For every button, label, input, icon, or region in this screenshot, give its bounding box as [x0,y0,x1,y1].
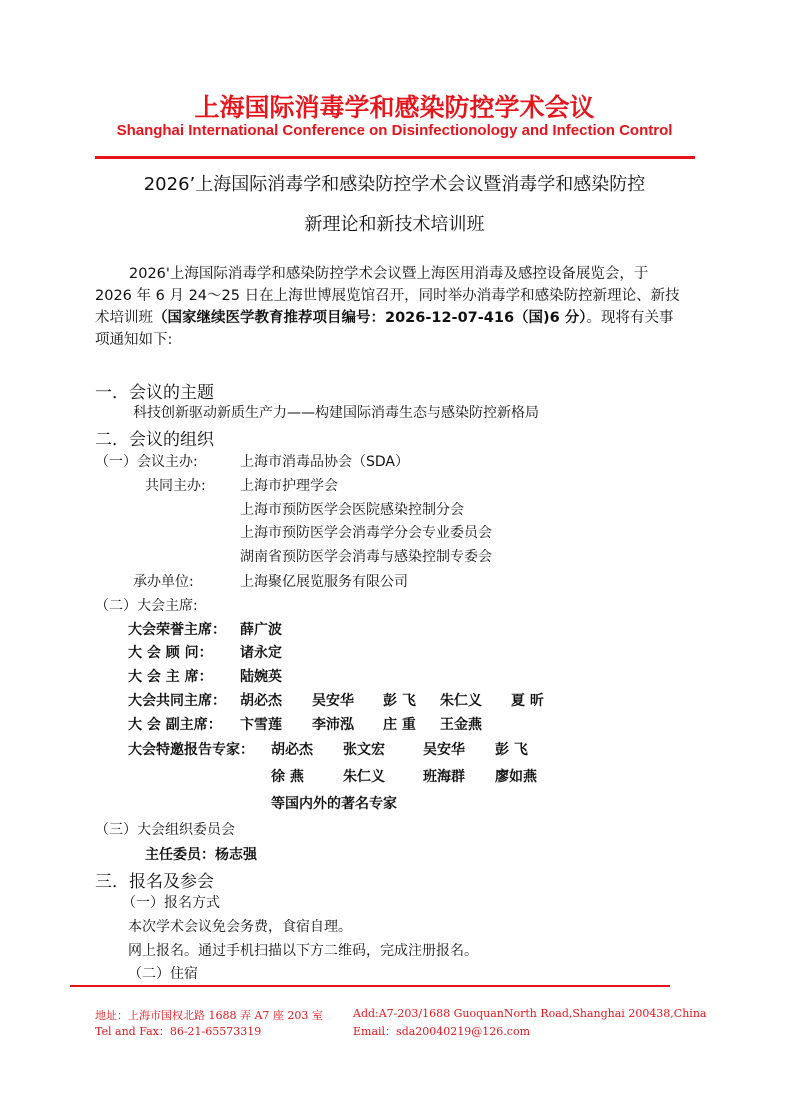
honorary-chair: 薛广波 [240,622,282,638]
section-organization-heading: 二．会议的组织 [95,430,214,450]
footer-address-en: Add:A7-203/1688 GuoquanNorth Road,Shanghai 200438,China [353,1007,707,1020]
document-title-line2: 新理论和新技术培训班 [304,214,485,235]
committee-director: 主任委员：杨志强 [145,847,257,863]
keynote-speaker: 吴安华 [423,742,465,758]
footer-email: Email：sda20040219@126.com [353,1025,530,1038]
footer-divider [70,985,670,987]
co-host-item: 上海市预防医学会消毒学分会专业委员会 [240,525,492,541]
organizer-label: 承办单位: [133,574,194,590]
chair-label: 大 会 主 席： [128,669,213,685]
footer-address-cn: 地址：上海市国权北路 1688 弄 A7 座 203 室 [95,1009,323,1022]
keynote-speaker: 朱仁义 [343,769,385,785]
document-title-line1: 2026’上海国际消毒学和感染防控学术会议暨消毒学和感染防控 [143,174,646,195]
chair: 陆婉英 [240,669,282,685]
section-registration-heading: 三．报名及参会 [95,872,214,892]
registration-method-heading: （一）报名方式 [122,895,220,911]
co-chair: 吴安华 [312,693,354,709]
intro-text: 术培训班 [95,310,153,326]
registration-text: 网上报名。通过手机扫描以下方二维码，完成注册报名。 [128,943,478,959]
co-host-item: 湖南省预防医学会消毒与感染控制专委会 [240,549,492,565]
header-title-en: Shanghai International Conference on Disinfectionology and Infection Control [116,122,673,139]
intro-text: 。现将有关事 [586,310,674,326]
intro-line [95,307,695,329]
keynote-speaker: 徐 燕 [271,769,304,785]
co-chair-label: 大会共同主席： [128,693,226,709]
honorary-chair-label: 大会荣誉主席： [128,622,226,638]
intro-line: 2026 年 6 月 24～25 日在上海世博展览馆召开，同时举办消毒学和感染防控新理论、新技 [95,288,680,304]
header-divider [95,156,695,159]
keynote-label: 大会特邀报告专家： [128,742,254,758]
vice-chair: 王金燕 [440,717,482,733]
committee-heading: （三）大会组织委员会 [95,822,235,838]
keynote-speaker: 胡必杰 [271,742,313,758]
lodging-heading: （二）住宿 [128,966,198,982]
vice-chair: 李沛泓 [312,717,354,733]
intro-line: 2026'上海国际消毒学和感染防控学术会议暨上海医用消毒及感控设备展览会，于 [129,266,649,282]
vice-chair-label: 大 会 副主席： [128,717,222,733]
co-chair: 夏 昕 [511,693,544,709]
co-host-item: 上海市预防医学会医院感染控制分会 [240,502,464,518]
host-label: （一）会议主办: [95,454,198,470]
keynote-speaker: 彭 飞 [495,742,528,758]
registration-text: 本次学术会议免会务费，食宿自理。 [128,919,352,935]
footer-tel: Tel and Fax：86-21-65573319 [95,1025,262,1038]
organizer-value: 上海聚亿展览服务有限公司 [240,574,408,590]
project-number: （国家继续医学教育推荐项目编号：2026-12-07-416（国)6 分） [153,310,587,326]
vice-chair: 庄 重 [383,717,416,733]
co-chair: 胡必杰 [240,693,282,709]
section-theme-heading: 一．会议的主题 [95,383,214,403]
vice-chair: 卞雪莲 [240,717,282,733]
intro-line: 项通知如下: [95,332,173,348]
advisor: 诸永定 [240,645,282,661]
keynote-speaker: 班海群 [423,769,465,785]
co-host-label: 共同主办: [145,478,206,494]
keynote-speaker: 张文宏 [343,742,385,758]
keynote-more: 等国内外的著名专家 [271,796,397,812]
advisor-label: 大 会 顾 问： [128,645,213,661]
co-chair: 彭 飞 [383,693,416,709]
co-chair: 朱仁义 [440,693,482,709]
theme-text: 科技创新驱动新质生产力——构建国际消毒生态与感染防控新格局 [133,405,539,421]
chairs-heading: （二）大会主席: [95,598,198,614]
header-title-cn: 上海国际消毒学和感染防控学术会议 [194,93,595,122]
keynote-speaker: 廖如燕 [495,769,537,785]
intro-paragraph [95,263,695,351]
co-host-item: 上海市护理学会 [240,478,338,494]
host-value: 上海市消毒品协会（SDA） [240,454,409,470]
